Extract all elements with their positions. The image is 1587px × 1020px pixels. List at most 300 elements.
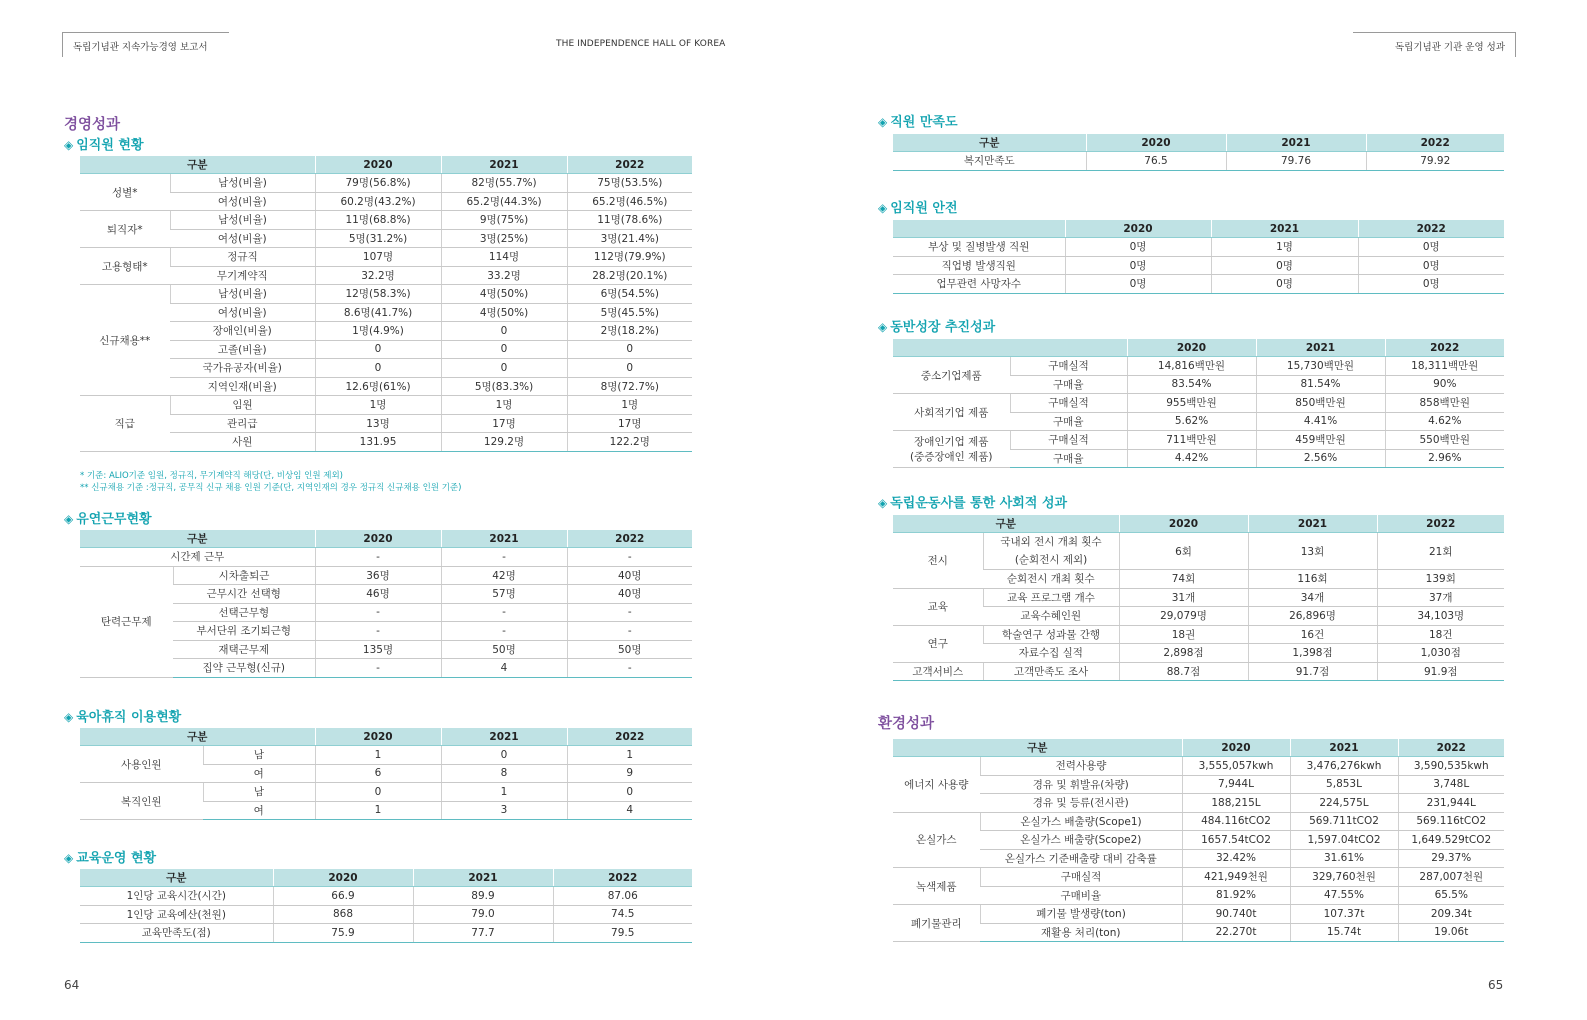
row-label-cell: 교육 프로그램 개수	[983, 588, 1119, 607]
value-cell: 65.5%	[1398, 886, 1504, 905]
value-cell: 74.5	[553, 905, 692, 924]
header-cell: 2021	[1256, 339, 1385, 357]
table-row	[893, 905, 1504, 924]
value-cell: 83.54%	[1127, 375, 1256, 394]
header-cell: 2021	[1248, 515, 1377, 533]
row-label-cell: 부상 및 질병발생 직원	[893, 238, 1065, 257]
value-cell: -	[315, 622, 441, 641]
row-label-cell: 구매실적	[1010, 357, 1127, 376]
header-cell: 2020	[315, 156, 441, 174]
diamond-icon: ◈	[878, 201, 888, 215]
value-cell: 79명(56.8%)	[315, 174, 441, 193]
value-cell: 5명(31.2%)	[315, 229, 441, 248]
value-cell: 11명(68.8%)	[315, 211, 441, 230]
value-cell: 18건	[1377, 625, 1504, 644]
diamond-icon: ◈	[64, 138, 74, 152]
value-cell: 135명	[315, 640, 441, 659]
value-cell: 11명(78.6%)	[567, 211, 692, 230]
row-label-cell: 구매율	[1010, 375, 1127, 394]
header-cell: 구분	[893, 739, 1182, 757]
value-cell: 12명(58.3%)	[315, 285, 441, 304]
table-row	[893, 357, 1504, 376]
row-label-cell: 남	[203, 746, 315, 765]
group-label-cell: 신규채용**	[80, 285, 170, 396]
group-label-cell: 폐기물관리	[893, 905, 980, 942]
header-cell: 2021	[1211, 220, 1358, 238]
group-label-cell: 에너지 사용량	[893, 757, 980, 813]
value-cell: 17명	[567, 414, 692, 433]
parental-leave-heading: ◈ 육아휴직 이용현황	[64, 710, 182, 725]
value-cell: 4	[441, 659, 567, 678]
section-header: 독립기념관 기관 운영 성과	[1353, 32, 1516, 57]
row-label-cell: 복지만족도	[893, 152, 1086, 171]
value-cell: 711백만원	[1127, 431, 1256, 450]
value-cell: -	[315, 659, 441, 678]
value-cell: 4.62%	[1385, 412, 1504, 431]
footnote: * 기준: ALIO기준 임원, 정규직, 무기계약직 해당(단, 비상임 인원 제외)	[80, 471, 343, 481]
value-cell: 6회	[1119, 533, 1248, 570]
page-number-right: 65	[1488, 978, 1504, 992]
value-cell: 28.2명(20.1%)	[567, 266, 692, 285]
header-cell: 2020	[1182, 739, 1290, 757]
row-label-cell: 교육만족도(점)	[80, 924, 273, 943]
group-label-cell: 탄력근무제	[80, 566, 173, 677]
value-cell: 287,007천원	[1398, 868, 1504, 887]
table-row	[80, 783, 692, 802]
value-cell: -	[315, 603, 441, 622]
staff-status-table	[80, 156, 692, 452]
table-row	[893, 238, 1504, 257]
value-cell: 188,215L	[1182, 794, 1290, 813]
value-cell: 32.42%	[1182, 849, 1290, 868]
value-cell: 0명	[1211, 275, 1358, 294]
value-cell: 550백만원	[1385, 431, 1504, 450]
value-cell: 4.42%	[1127, 449, 1256, 468]
row-label-cell: 온실가스 배출량(Scope1)	[980, 812, 1182, 831]
value-cell: 13명	[315, 414, 441, 433]
header-cell: 2021	[1290, 739, 1398, 757]
row-label-cell: 선택근무형	[173, 603, 315, 622]
table-row	[80, 285, 692, 304]
value-cell: 47.55%	[1290, 886, 1398, 905]
diamond-icon: ◈	[64, 851, 74, 865]
table-row	[893, 868, 1504, 887]
value-cell: 5.62%	[1127, 412, 1256, 431]
table-row	[80, 548, 692, 567]
value-cell: 1	[441, 783, 567, 802]
table-row	[893, 570, 1504, 589]
table-row	[80, 359, 692, 378]
value-cell: 0	[567, 359, 692, 378]
diamond-icon: ◈	[64, 710, 74, 724]
value-cell: 7,944L	[1182, 775, 1290, 794]
table-row	[80, 303, 692, 322]
value-cell: 15.74t	[1290, 923, 1398, 942]
row-label-cell: 남성(비율)	[170, 174, 315, 193]
value-cell: 8명(72.7%)	[567, 377, 692, 396]
table-row	[893, 152, 1504, 171]
table-header-row	[80, 728, 692, 746]
social-performance-table	[893, 515, 1504, 681]
parental-leave-table	[80, 728, 692, 820]
value-cell: 1명	[441, 396, 567, 415]
value-cell: 3,748L	[1398, 775, 1504, 794]
header-cell: 2020	[1127, 339, 1256, 357]
row-label-cell: 온실가스 배출량(Scope2)	[980, 831, 1182, 850]
row-label-cell: 정규직	[170, 248, 315, 267]
row-label-cell: 재택근무제	[173, 640, 315, 659]
value-cell: -	[441, 548, 567, 567]
value-cell: 79.5	[553, 924, 692, 943]
table-header-row	[893, 134, 1504, 152]
row-label-cell: 구매실적	[1010, 394, 1127, 413]
table-header-row	[893, 739, 1504, 757]
header-cell	[893, 339, 1127, 357]
value-cell: 31개	[1119, 588, 1248, 607]
table-row	[893, 431, 1504, 450]
value-cell: 231,944L	[1398, 794, 1504, 813]
row-label-cell: 관리급	[170, 414, 315, 433]
group-label-cell: 고용형태*	[80, 248, 170, 285]
value-cell: 850백만원	[1256, 394, 1385, 413]
table-row	[893, 394, 1504, 413]
value-cell: -	[315, 548, 441, 567]
value-cell: 8	[441, 764, 567, 783]
value-cell: 0	[315, 340, 441, 359]
value-cell: 5,853L	[1290, 775, 1398, 794]
row-label-cell: 국가유공자(비율)	[170, 359, 315, 378]
table-header-row	[80, 869, 692, 887]
value-cell: 0	[315, 359, 441, 378]
value-cell: 3명(21.4%)	[567, 229, 692, 248]
row-label-cell: 장애인(비율)	[170, 322, 315, 341]
value-cell: 1	[315, 746, 441, 765]
table-row	[893, 831, 1504, 850]
value-cell: -	[567, 659, 692, 678]
row-label-cell	[983, 533, 1119, 570]
row-label-cell: 경유 및 등류(전시관)	[980, 794, 1182, 813]
header-cell: 2021	[441, 530, 567, 548]
value-cell: 15,730백만원	[1256, 357, 1385, 376]
group-label-cell: 성별*	[80, 174, 170, 211]
table-row	[80, 905, 692, 924]
row-label-cell: 1인당 교육시간(시간)	[80, 887, 273, 906]
header-cell: 2022	[567, 728, 692, 746]
table-row	[893, 533, 1504, 570]
value-cell: 4	[567, 801, 692, 820]
value-cell: 79.76	[1226, 152, 1366, 171]
value-cell: 81.92%	[1182, 886, 1290, 905]
group-label-cell: 퇴직자*	[80, 211, 170, 248]
row-label-line: 국내외 전시 개최 횟수	[1000, 536, 1102, 548]
environmental-performance-heading: 환경성과	[878, 716, 935, 732]
value-cell: 12.6명(61%)	[315, 377, 441, 396]
value-cell: 91.7점	[1248, 662, 1377, 681]
social-performance-heading: ◈ 독립운동사를 통한 사회적 성과	[878, 496, 1068, 511]
value-cell: 6	[315, 764, 441, 783]
row-label-cell: 여성(비율)	[170, 303, 315, 322]
header-cell: 2022	[1377, 515, 1504, 533]
value-cell: 1	[315, 801, 441, 820]
header-cell: 2022	[567, 156, 692, 174]
table-row	[893, 588, 1504, 607]
row-label-cell: 집약 근무형(신규)	[173, 659, 315, 678]
row-label-cell: 여성(비율)	[170, 229, 315, 248]
value-cell: 3명(25%)	[441, 229, 567, 248]
value-cell: 42명	[441, 566, 567, 585]
page-number-left: 64	[64, 978, 80, 992]
value-cell: 107.37t	[1290, 905, 1398, 924]
table-row	[80, 414, 692, 433]
header-cell: 2022	[1366, 134, 1504, 152]
row-label-cell: 남성(비율)	[170, 211, 315, 230]
value-cell: 224,575L	[1290, 794, 1398, 813]
value-cell: -	[441, 603, 567, 622]
header-cell: 2020	[1086, 134, 1226, 152]
table-header-row	[893, 339, 1504, 357]
header-cell: 2021	[441, 728, 567, 746]
value-cell: 8.6명(41.7%)	[315, 303, 441, 322]
management-performance-heading: 경영성과	[64, 117, 121, 133]
row-label-cell: 경유 및 휘발유(차량)	[980, 775, 1182, 794]
value-cell: 81.54%	[1256, 375, 1385, 394]
value-cell: 114명	[441, 248, 567, 267]
staff-status-heading: ◈ 임직원 현황	[64, 138, 144, 153]
table-row	[80, 396, 692, 415]
table-row	[80, 266, 692, 285]
value-cell: 21회	[1377, 533, 1504, 570]
value-cell: 18,311백만원	[1385, 357, 1504, 376]
value-cell: 77.7	[413, 924, 553, 943]
value-cell: 34,103명	[1377, 607, 1504, 626]
row-label-cell: 임원	[170, 396, 315, 415]
group-label-cell: 온실가스	[893, 812, 980, 868]
value-cell: 75.9	[273, 924, 413, 943]
value-cell: 13회	[1248, 533, 1377, 570]
group-label-cell: 녹색제품	[893, 868, 980, 905]
employee-satisfaction-heading: ◈ 직원 만족도	[878, 115, 958, 130]
header-cell: 구분	[80, 156, 315, 174]
value-cell: 19.06t	[1398, 923, 1504, 942]
group-label-line: (중증장애인 제품)	[909, 451, 993, 463]
value-cell: 122.2명	[567, 433, 692, 452]
group-label-cell: 사용인원	[80, 746, 203, 783]
value-cell: 79.0	[413, 905, 553, 924]
value-cell: 0	[441, 340, 567, 359]
table-row	[893, 849, 1504, 868]
diamond-icon: ◈	[878, 496, 888, 510]
value-cell: 116회	[1248, 570, 1377, 589]
value-cell: 6명(54.5%)	[567, 285, 692, 304]
value-cell: 40명	[567, 566, 692, 585]
value-cell: 66.9	[273, 887, 413, 906]
table-row	[80, 924, 692, 943]
row-label-cell: 근무시간 선택형	[173, 585, 315, 604]
value-cell: 0명	[1358, 238, 1504, 257]
table-row	[893, 275, 1504, 294]
value-cell: -	[567, 622, 692, 641]
group-label-cell: 중소기업제품	[893, 357, 1010, 394]
value-cell: 22.270t	[1182, 923, 1290, 942]
value-cell: 2.96%	[1385, 449, 1504, 468]
row-label-cell: 구매실적	[1010, 431, 1127, 450]
value-cell: 87.06	[553, 887, 692, 906]
value-cell: 1,597.04tCO2	[1290, 831, 1398, 850]
value-cell: 4명(50%)	[441, 303, 567, 322]
header-cell: 2021	[441, 156, 567, 174]
value-cell: 3,555,057kwh	[1182, 757, 1290, 776]
value-cell: 89.9	[413, 887, 553, 906]
table-row	[893, 757, 1504, 776]
value-cell: -	[567, 548, 692, 567]
employee-safety-heading: ◈ 임직원 안전	[878, 201, 958, 216]
group-label-cell: 사회적기업 제품	[893, 394, 1010, 431]
table-row	[80, 174, 692, 193]
header-cell: 2022	[567, 530, 692, 548]
value-cell: 129.2명	[441, 433, 567, 452]
row-label-cell: 여	[203, 801, 315, 820]
header-cell: 2022	[553, 869, 692, 887]
report-title-header: 독립기념관 지속가능경영 보고서	[62, 32, 229, 57]
diamond-icon: ◈	[878, 320, 888, 334]
value-cell: 868	[273, 905, 413, 924]
value-cell: 139회	[1377, 570, 1504, 589]
row-label-cell: 학술연구 성과물 간행	[983, 625, 1119, 644]
value-cell: 2.56%	[1256, 449, 1385, 468]
row-label-cell: 무기계약직	[170, 266, 315, 285]
value-cell: 569.711tCO2	[1290, 812, 1398, 831]
value-cell: 1	[567, 746, 692, 765]
value-cell: 1명(4.9%)	[315, 322, 441, 341]
value-cell: 1명	[1211, 238, 1358, 257]
table-row	[893, 644, 1504, 663]
value-cell: 16건	[1248, 625, 1377, 644]
value-cell: 1명	[315, 396, 441, 415]
header-cell: 2022	[1398, 739, 1504, 757]
header-cell: 구분	[893, 134, 1086, 152]
table-row	[80, 433, 692, 452]
value-cell: 75명(53.5%)	[567, 174, 692, 193]
value-cell: 421,949천원	[1182, 868, 1290, 887]
row-label-line: (순회전시 제외)	[1014, 554, 1088, 566]
value-cell: 131.95	[315, 433, 441, 452]
row-label-cell: 시간제 근무	[80, 548, 315, 567]
row-label-cell: 1인당 교육예산(천원)	[80, 905, 273, 924]
value-cell: 0명	[1065, 256, 1211, 275]
value-cell: 4명(50%)	[441, 285, 567, 304]
row-label-cell: 여성(비율)	[170, 192, 315, 211]
header-cell: 구분	[80, 869, 273, 887]
value-cell: 17명	[441, 414, 567, 433]
table-header-row	[80, 156, 692, 174]
value-cell: 37개	[1377, 588, 1504, 607]
header-cell: 2020	[315, 728, 441, 746]
table-row	[893, 256, 1504, 275]
value-cell: 65.2명(46.5%)	[567, 192, 692, 211]
value-cell: 33.2명	[441, 266, 567, 285]
row-label-cell: 순회전시 개최 횟수	[983, 570, 1119, 589]
employee-satisfaction-table	[893, 134, 1504, 171]
value-cell: 32.2명	[315, 266, 441, 285]
row-label-cell: 고객만족도 조사	[983, 662, 1119, 681]
environmental-performance-table	[893, 739, 1504, 942]
value-cell: 29.37%	[1398, 849, 1504, 868]
table-row	[80, 887, 692, 906]
table-row	[80, 211, 692, 230]
value-cell: 34개	[1248, 588, 1377, 607]
value-cell: 0	[567, 340, 692, 359]
value-cell: 0	[441, 359, 567, 378]
value-cell: 90%	[1385, 375, 1504, 394]
shared-growth-heading: ◈ 동반성장 추진성과	[878, 320, 996, 335]
value-cell: 0명	[1358, 256, 1504, 275]
table-row	[80, 377, 692, 396]
value-cell: 3	[441, 801, 567, 820]
row-label-cell: 전력사용량	[980, 757, 1182, 776]
value-cell: 0	[315, 783, 441, 802]
value-cell: -	[567, 603, 692, 622]
table-header-row	[893, 515, 1504, 533]
group-label-line: 장애인기업 제품	[914, 436, 989, 448]
table-row	[80, 322, 692, 341]
value-cell: 107명	[315, 248, 441, 267]
row-label-cell: 지역인재(비율)	[170, 377, 315, 396]
value-cell: 0명	[1358, 275, 1504, 294]
org-name-header: THE INDEPENDENCE HALL OF KOREA	[556, 39, 726, 49]
row-label-cell: 업무관련 사망자수	[893, 275, 1065, 294]
table-row	[893, 794, 1504, 813]
header-cell: 구분	[80, 530, 315, 548]
table-row	[893, 607, 1504, 626]
value-cell: 1명	[567, 396, 692, 415]
value-cell: 1,398점	[1248, 644, 1377, 663]
value-cell: 18권	[1119, 625, 1248, 644]
row-label-cell: 구매율	[1010, 449, 1127, 468]
value-cell: 57명	[441, 585, 567, 604]
row-label-cell: 고졸(비율)	[170, 340, 315, 359]
value-cell: 0	[567, 783, 692, 802]
group-label-cell: 직급	[80, 396, 170, 452]
value-cell: 74회	[1119, 570, 1248, 589]
value-cell: 79.92	[1366, 152, 1504, 171]
header-cell: 2022	[1358, 220, 1504, 238]
table-row	[80, 746, 692, 765]
group-label-cell	[893, 431, 1010, 468]
table-row	[893, 662, 1504, 681]
header-cell: 2020	[1119, 515, 1248, 533]
value-cell: 14,816백만원	[1127, 357, 1256, 376]
header-cell: 2020	[1065, 220, 1211, 238]
value-cell: 46명	[315, 585, 441, 604]
group-label-cell: 연구	[893, 625, 983, 662]
group-label-cell: 고객서비스	[893, 662, 983, 681]
flexible-work-heading: ◈ 유연근무현황	[64, 512, 152, 527]
row-label-cell: 온실가스 기준배출량 대비 감축률	[980, 849, 1182, 868]
group-label-cell: 교육	[893, 588, 983, 625]
row-label-cell: 교육수혜인원	[983, 607, 1119, 626]
value-cell: 31.61%	[1290, 849, 1398, 868]
value-cell: 36명	[315, 566, 441, 585]
value-cell: 4.41%	[1256, 412, 1385, 431]
value-cell: 1657.54tCO2	[1182, 831, 1290, 850]
value-cell: 1,030점	[1377, 644, 1504, 663]
value-cell: 1,649.529tCO2	[1398, 831, 1504, 850]
row-label-cell: 남	[203, 783, 315, 802]
value-cell: 91.9점	[1377, 662, 1504, 681]
value-cell: 209.34t	[1398, 905, 1504, 924]
table-row	[893, 775, 1504, 794]
value-cell: 0명	[1065, 238, 1211, 257]
